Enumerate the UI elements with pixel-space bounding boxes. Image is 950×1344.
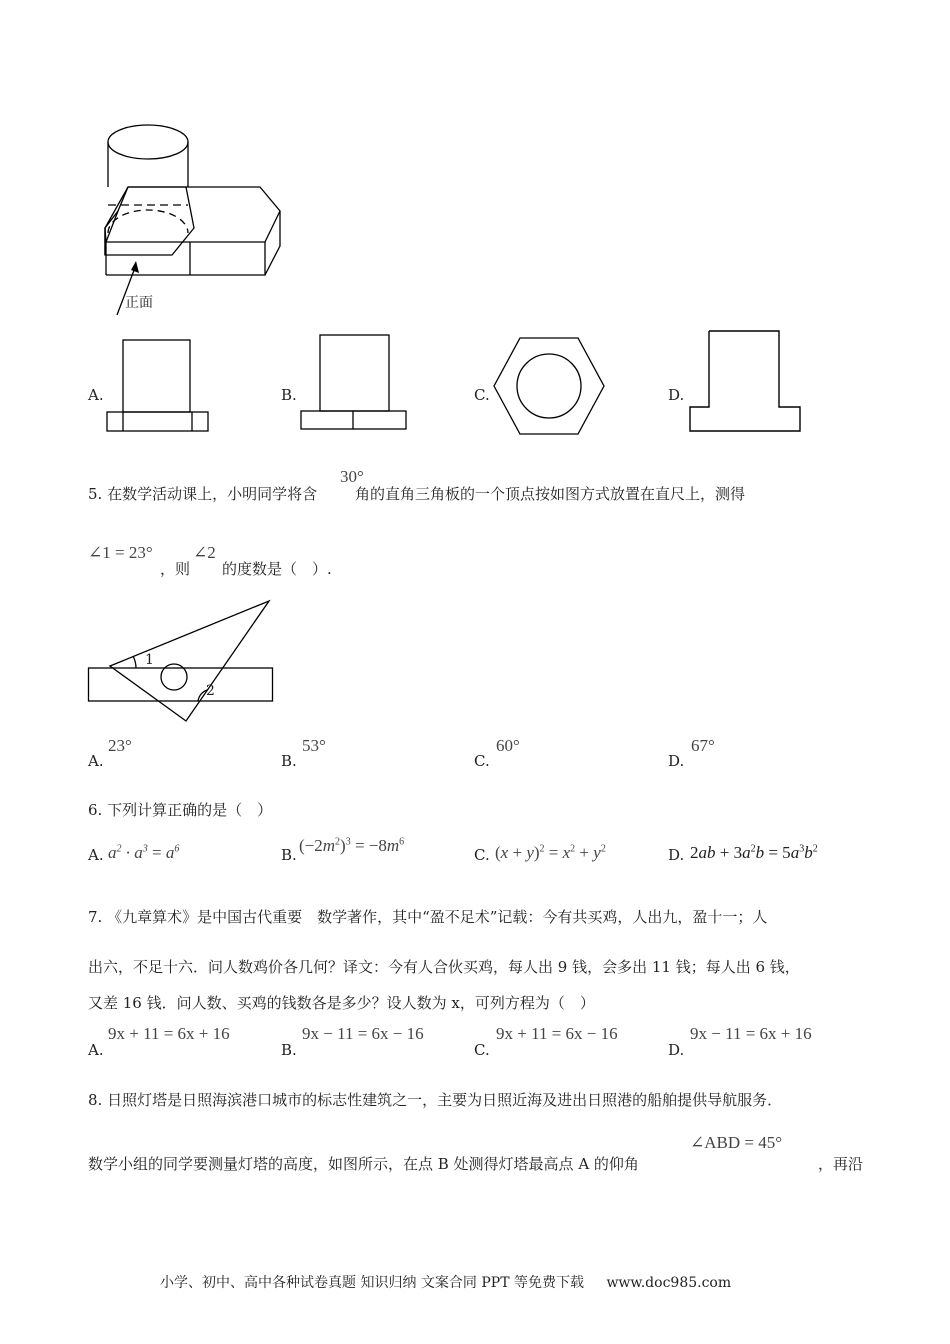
q5-line2-b: 的度数是（ ）. <box>222 560 332 578</box>
footer-description: 小学、初中、高中各种试卷真题 知识归纳 文案合同 PPT 等免费下载 <box>160 1275 584 1291</box>
footer-text <box>160 1272 731 1292</box>
q5-line1-b: 角的直角三角板的一个顶点按如图方式放置在直尺上，测得 <box>355 485 746 503</box>
q8-angle-abd: ∠ABD = 45° <box>690 1133 783 1152</box>
q5-ruler-triangle-figure <box>88 600 288 730</box>
q4-option-c-figure <box>494 336 604 436</box>
q5-option-b-label: B. <box>281 752 297 770</box>
footer-url[interactable]: www.doc985.com <box>606 1275 732 1291</box>
q5-angle2-symbol: ∠2 <box>193 543 216 562</box>
q7-option-b-label: B. <box>281 1041 297 1059</box>
q6-stem: 6. 下列计算正确的是（ ） <box>88 801 273 819</box>
q6-option-b-expr: $(-2m^2)^3 = -8m^6$ <box>299 836 405 855</box>
q7-option-d-eq: 9x − 11 = 6x + 16 <box>690 1024 812 1043</box>
q4-option-a-figure <box>106 340 210 434</box>
q4-option-a-label: A. <box>88 386 104 404</box>
q8-line2-b: ，再沿 <box>818 1155 864 1173</box>
q6-option-a-expr: $a^2 \cdot a^3 = a^6$ <box>108 843 180 862</box>
q5-option-c-label: C. <box>474 752 490 770</box>
q5-option-d-value: 67° <box>691 736 715 755</box>
q7-line1: 7. 《九章算术》是中国古代重要 数学著作，其中“盈不足术”记载：今有共买鸡，人出九，盈十一；人 <box>88 908 768 926</box>
q5-line2-a: ，则 <box>160 560 191 578</box>
q6-option-b-label: B. <box>281 846 297 864</box>
q8-line1: 8. 日照灯塔是日照海滨港口城市的标志性建筑之一，主要为日照近海及进出日照港的船舶提供导航服务． <box>88 1091 783 1109</box>
q7-option-d-label: D. <box>668 1041 685 1059</box>
q6-option-d-label: D. <box>668 846 685 864</box>
q4-option-c-label: C. <box>474 386 490 404</box>
q5-option-a-label: A. <box>88 752 104 770</box>
q4-option-d-figure <box>688 329 802 433</box>
q6-option-c-expr: $(x + y)^2 = x^2 + y^2$ <box>495 843 606 862</box>
q7-option-a-label: A. <box>88 1041 104 1059</box>
q7-line2: 出六，不足十六．问人数鸡价各几何？译文：今有人合伙买鸡，每人出 9 钱，会多出 11 钱；每人出 6 钱， <box>88 958 800 976</box>
q7-option-c-eq: 9x + 11 = 6x − 16 <box>496 1024 618 1043</box>
q7-option-b-eq: 9x − 11 = 6x − 16 <box>302 1024 424 1043</box>
q5-angle1-value: ∠1 = 23° <box>88 543 153 562</box>
q5-figure-label-1: 1 <box>145 652 154 668</box>
q5-option-b-value: 53° <box>302 736 326 755</box>
q6-option-a-label: A. <box>88 846 104 864</box>
q6-option-d-expr: $2ab + 3a^2b = 5a^3b^2$ <box>690 843 818 862</box>
q4-option-b-label: B. <box>281 386 297 404</box>
q4-front-label: 正面 <box>125 295 153 311</box>
q5-line1-a: 5. 在数学活动课上，小明同学将含 <box>88 485 318 503</box>
q5-figure-label-2: 2 <box>206 683 215 699</box>
q5-option-c-value: 60° <box>496 736 520 755</box>
q8-line2-a: 数学小组的同学要测量灯塔的高度，如图所示，在点 B 处测得灯塔最高点 A 的仰角 <box>88 1155 639 1173</box>
q5-option-d-label: D. <box>668 752 685 770</box>
q6-option-c-label: C. <box>474 846 490 864</box>
q4-option-b-figure <box>300 334 408 430</box>
q7-line3: 又差 16 钱．问人数、买鸡的钱数各是多少？设人数为 x，可列方程为（ ） <box>88 994 595 1012</box>
q7-option-c-label: C. <box>474 1041 490 1059</box>
q7-option-a-eq: 9x + 11 = 6x + 16 <box>108 1024 230 1043</box>
q5-line1-math: 30° <box>340 467 364 486</box>
q4-option-d-label: D. <box>668 386 685 404</box>
q5-option-a-value: 23° <box>108 736 132 755</box>
